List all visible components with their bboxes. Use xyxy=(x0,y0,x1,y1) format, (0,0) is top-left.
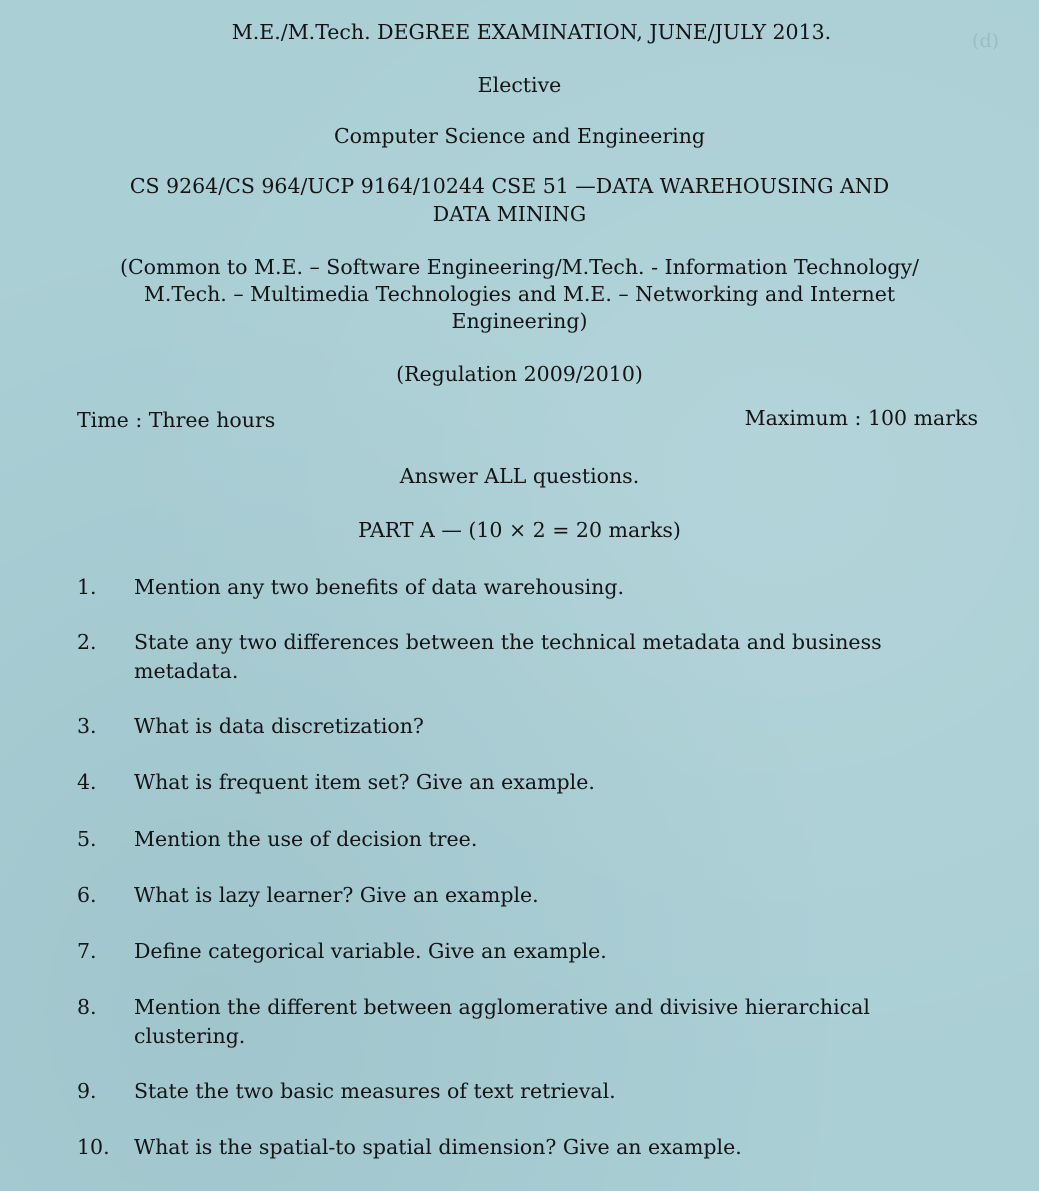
question-text: Mention the different between agglomerative and divisive hierarchical xyxy=(134,995,870,1019)
question-text-continued: metadata. xyxy=(134,659,239,683)
question-text: Mention any two benefits of data warehousing. xyxy=(134,575,625,599)
part-heading: PART A — (10 × 2 = 20 marks) xyxy=(358,518,681,542)
question-text: Define categorical variable. Give an example. xyxy=(134,939,607,963)
subject-title-line-1: CS 9264/CS 964/UCP 9164/10244 CSE 51 —DATA WAREHOUSING AND xyxy=(129,174,890,198)
instructions: Answer ALL questions. xyxy=(399,464,640,488)
question-number: 6. xyxy=(77,883,97,907)
subject-title xyxy=(0,172,1029,228)
question-text: What is the spatial-to spatial dimension? Give an example. xyxy=(134,1135,742,1159)
question-number: 7. xyxy=(77,939,97,963)
subject-title-line-2: DATA MINING xyxy=(432,202,587,226)
time-label: Time : Three hours xyxy=(77,408,276,432)
question-number: 3. xyxy=(77,714,97,738)
question-number: 4. xyxy=(77,770,97,794)
question-text: State the two basic measures of text retrieval. xyxy=(134,1079,616,1103)
question-text: What is frequent item set? Give an example. xyxy=(134,770,595,794)
question-number: 10. xyxy=(77,1135,110,1159)
question-number: 8. xyxy=(77,995,97,1019)
question-text: State any two differences between the technical metadata and business xyxy=(134,630,882,654)
elective-label: Elective xyxy=(477,73,562,97)
exam-title: M.E./M.Tech. DEGREE EXAMINATION, JUNE/JULY 2013. xyxy=(231,20,832,44)
question-text-continued: clustering. xyxy=(134,1024,246,1048)
common-to-line-3: Engineering) xyxy=(451,309,588,333)
common-to-line-2: M.Tech. – Multimedia Technologies and M.E. – Networking and Internet xyxy=(143,282,896,306)
question-text: What is data discretization? xyxy=(134,714,424,738)
question-number: 2. xyxy=(77,630,97,654)
question-number: 5. xyxy=(77,827,97,851)
branch-label: Computer Science and Engineering xyxy=(333,124,706,148)
question-text: Mention the use of decision tree. xyxy=(134,827,478,851)
question-number: 1. xyxy=(77,575,97,599)
bleed-through-text: (b) xyxy=(972,30,999,52)
common-to-note xyxy=(0,254,1039,335)
max-marks-label: Maximum : 100 marks xyxy=(744,406,978,430)
common-to-line-1: (Common to M.E. – Software Engineering/M.Tech. - Information Technology/ xyxy=(119,255,920,279)
question-number: 9. xyxy=(77,1079,97,1103)
regulation-label: (Regulation 2009/2010) xyxy=(396,362,643,386)
question-text: What is lazy learner? Give an example. xyxy=(134,883,539,907)
